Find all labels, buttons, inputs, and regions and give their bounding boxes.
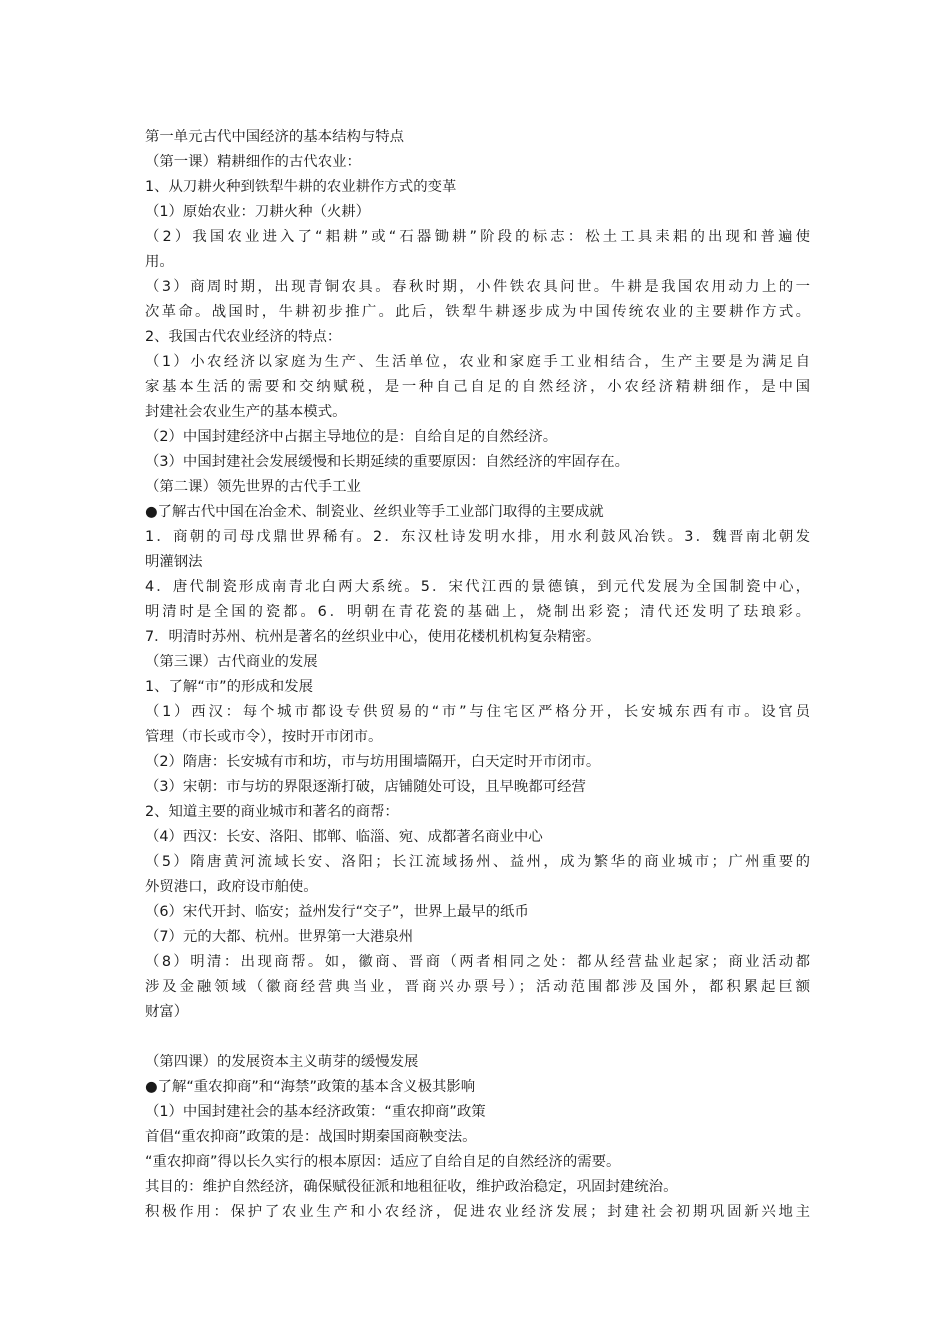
- text-line: （2）隋唐：长安城有市和坊，市与坊用围墙隔开，白天定时开市闭市。: [145, 754, 601, 770]
- text-line: 第一单元古代中国经济的基本结构与特点: [145, 129, 405, 145]
- text-line: （1）小农经济以家庭为生产、生活单位，农业和家庭手工业相结合，生产主要是为满足自: [145, 354, 810, 370]
- text-line: （5）隋唐黄河流域长安、洛阳；长江流域扬州、益州，成为繁华的商业城市；广州重要的: [145, 854, 810, 870]
- text-line: 1、从刀耕火种到铁犁牛耕的农业耕作方式的变革: [145, 179, 457, 195]
- text-line: 2、我国古代农业经济的特点：: [145, 329, 342, 345]
- text-line: （3）商周时期，出现青铜农具。春秋时期，小件铁农具问世。牛耕是我国农用动力上的一: [145, 279, 810, 295]
- text-line: 1．商朝的司母戊鼎世界稀有。2．东汉杜诗发明水排，用水利鼓风冶铁。3．魏晋南北朝发: [145, 529, 810, 545]
- blank-line: [145, 1025, 810, 1050]
- text-line: （3）宋朝：市与坊的界限逐渐打破，店铺随处可设，且早晚都可经营: [145, 779, 586, 795]
- text-line: （第三课）古代商业的发展: [145, 654, 318, 670]
- text-line: 1、了解“市”的形成和发展: [145, 679, 313, 695]
- text-line: （1）原始农业：刀耕火种（火耕）: [145, 204, 371, 220]
- text-line: （第一课）精耕细作的古代农业：: [145, 154, 361, 170]
- text-line: 外贸港口，政府设市舶使。: [145, 879, 318, 895]
- text-line: 明灌钢法: [145, 554, 203, 570]
- text-line: （7）元的大都、杭州。世界第一大港泉州: [145, 929, 414, 945]
- text-line: 涉及金融领域（徽商经营典当业，晋商兴办票号）；活动范围都涉及国外，都积累起巨额: [145, 979, 810, 995]
- text-line: （2）中国封建经济中占据主导地位的是：自给自足的自然经济。: [145, 429, 558, 445]
- text-line: 其目的：维护自然经济，确保赋役征派和地租征收，维护政治稳定，巩固封建统治。: [145, 1179, 678, 1195]
- text-line: 7．明清时苏州、杭州是著名的丝织业中心，使用花楼机机构复杂精密。: [145, 629, 601, 645]
- text-line: 积极作用：保护了农业生产和小农经济，促进农业经济发展；封建社会初期巩固新兴地主: [145, 1204, 810, 1220]
- text-line: （6）宋代开封、临安；益州发行“交子”，世界上最早的纸币: [145, 904, 529, 920]
- text-line: （第四课）的发展资本主义萌芽的缓慢发展: [145, 1054, 419, 1070]
- text-line: 财富）: [145, 1004, 189, 1020]
- text-line: （1）西汉：每个城市都设专供贸易的“市”与住宅区严格分开，长安城东西有市。设官员: [145, 704, 810, 720]
- text-line: 2、知道主要的商业城市和著名的商帮：: [145, 804, 399, 820]
- text-line: 明清时是全国的瓷都。6．明朝在青花瓷的基础上，烧制出彩瓷；清代还发明了珐琅彩。: [145, 604, 810, 620]
- text-line: （3）中国封建社会发展缓慢和长期延续的重要原因：自然经济的牢固存在。: [145, 454, 630, 470]
- text-line: ●了解“重农抑商”和“海禁”政策的基本含义极其影响: [145, 1079, 476, 1095]
- text-line: 家基本生活的需要和交纳赋税，是一种自己自足的自然经济，小农经济精耕细作，是中国: [145, 379, 810, 395]
- text-line: 次革命。战国时，牛耕初步推广。此后，铁犁牛耕逐步成为中国传统农业的主要耕作方式。: [145, 304, 810, 320]
- text-line: （1）中国封建社会的基本经济政策：“重农抑商”政策: [145, 1104, 486, 1120]
- text-line: （2）我国农业进入了“耜耕”或“石器锄耕”阶段的标志：松土工具耒耜的出现和普遍使: [145, 229, 810, 245]
- text-line: 首倡“重农抑商”政策的是：战国时期秦国商鞅变法。: [145, 1129, 477, 1145]
- text-line: 封建社会农业生产的基本模式。: [145, 404, 347, 420]
- text-line: （第二课）领先世界的古代手工业: [145, 479, 361, 495]
- text-line: 4．唐代制瓷形成南青北白两大系统。5．宋代江西的景德镇，到元代发展为全国制瓷中心，: [145, 579, 810, 595]
- text-line: （4）西汉：长安、洛阳、邯郸、临淄、宛、成都著名商业中心: [145, 829, 543, 845]
- document-page: [145, 125, 810, 1225]
- text-line: 用。: [145, 254, 174, 270]
- text-line: （8）明清：出现商帮。如，徽商、晋商（两者相同之处：都从经营盐业起家；商业活动都: [145, 954, 810, 970]
- text-line: 管理（市长或市令），按时开市闭市。: [145, 729, 383, 745]
- text-line: “重农抑商”得以长久实行的根本原因：适应了自给自足的自然经济的需要。: [145, 1154, 621, 1170]
- text-line: ●了解古代中国在冶金术、制瓷业、丝织业等手工业部门取得的主要成就: [145, 504, 604, 520]
